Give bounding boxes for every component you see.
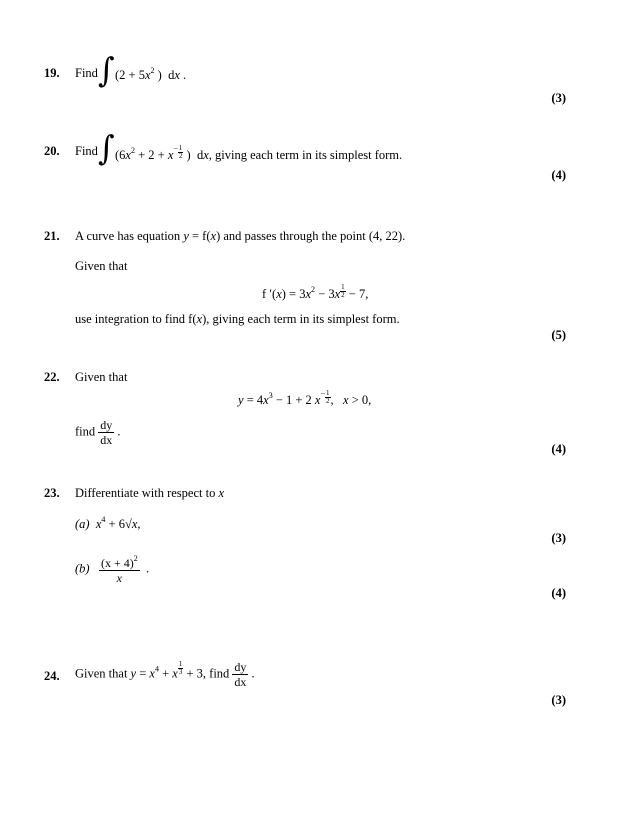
question-21-line1: A curve has equation y = f(x) and passes through the point (4, 22). (75, 229, 406, 243)
question-24-marks: (3) (551, 693, 566, 707)
question-19-marks: (3) (551, 91, 566, 105)
integral-sign: ∫ (98, 128, 115, 168)
question-22-marks: (4) (551, 442, 566, 456)
question-21-number: 21. (44, 229, 60, 243)
question-23b: (b) $\frac{(x + 4)^2}{x}$ . (75, 554, 150, 585)
question-22-equation: $y = 4x^3 - 1 + 2$ x− $\frac{1}{2}$ , x > 0, (238, 389, 372, 407)
question-21-given: Given that (75, 259, 128, 273)
question-21-derivative: f $'(x) = 3x^2 - 3x$ $\frac{1}{2}$ − 7, (262, 283, 369, 301)
question-23a: (a) $x^4 + 6√x$, (75, 515, 141, 531)
question-23b-marks: (4) (551, 586, 566, 600)
question-20-find: Find (75, 144, 98, 158)
question-19-expression: ($2 + 5x^2$ ) dx . (115, 66, 187, 82)
question-19-number: 19. (44, 66, 60, 80)
question-23-text: Differentiate with respect to x (75, 486, 225, 500)
question-24-text: Given that $y = x^4 + x$ $\frac{1}{3}$ + 3, find $\frac{dy}{dx}$ . (75, 660, 255, 689)
question-22-given: Given that (75, 370, 128, 384)
question-23-number: 23. (44, 486, 60, 500)
question-21-marks: (5) (551, 328, 566, 342)
question-20-number: 20. (44, 144, 60, 158)
integral-sign: ∫ (98, 50, 115, 90)
question-20-expression: ($6x^2 + 2 + x^-$ $\frac{1}{2}$ ) dx, giving each term in its simplest form. (115, 144, 403, 162)
question-23a-marks: (3) (551, 531, 566, 545)
question-22-number: 22. (44, 370, 60, 384)
question-22-find: find $\frac{dy}{dx}$ . (75, 418, 121, 447)
question-20-marks: (4) (551, 168, 566, 182)
question-19-find: Find (75, 66, 98, 80)
question-24-number: 24. (44, 669, 60, 683)
question-21-line3: use integration to find f(x), giving each term in its simplest form. (75, 312, 400, 326)
